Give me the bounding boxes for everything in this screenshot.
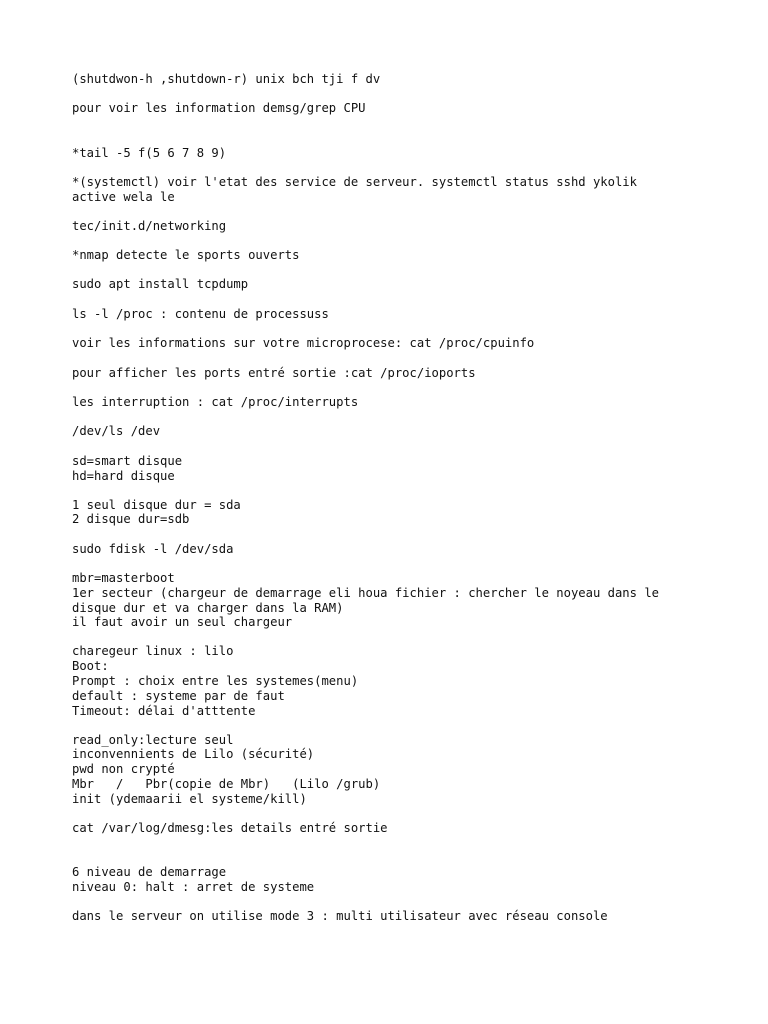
- text-line: ls -l /proc : contenu de processuss: [72, 307, 329, 321]
- text-line: 1er secteur (chargeur de demarrage eli houa fichier : chercher le noyeau dans le: [72, 586, 659, 600]
- text-line: sudo fdisk -l /dev/sda: [72, 542, 234, 556]
- text-line: hd=hard disque: [72, 469, 175, 483]
- text-line: cat /var/log/dmesg:les details entré sortie: [72, 821, 388, 835]
- text-line: 6 niveau de demarrage: [72, 865, 227, 879]
- text-line: sd=smart disque: [72, 454, 183, 468]
- text-line: *nmap detecte le sports ouverts: [72, 248, 300, 262]
- text-line: charegeur linux : lilo: [72, 644, 234, 658]
- text-line: /dev/ls /dev: [72, 424, 161, 438]
- text-line: niveau 0: halt : arret de systeme: [72, 880, 315, 894]
- text-line: Timeout: délai d'atttente: [72, 704, 256, 718]
- text-line: pour voir les information demsg/grep CPU: [72, 101, 366, 115]
- text-line: sudo apt install tcpdump: [72, 277, 249, 291]
- text-line: *(systemctl) voir l'etat des service de serveur. systemctl status sshd ykolik: [72, 175, 637, 189]
- text-line: 2 disque dur=sdb: [72, 512, 190, 526]
- text-line: 1 seul disque dur = sda: [72, 498, 241, 512]
- text-line: default : systeme par de faut: [72, 689, 285, 703]
- text-line: *tail -5 f(5 6 7 8 9): [72, 146, 227, 160]
- text-line: il faut avoir un seul chargeur: [72, 615, 293, 629]
- text-line: init (ydemaarii el systeme/kill): [72, 792, 307, 806]
- text-line: dans le serveur on utilise mode 3 : multi utilisateur avec réseau console: [72, 909, 608, 923]
- text-line: Mbr / Pbr(copie de Mbr) (Lilo /grub): [72, 777, 381, 791]
- text-line: mbr=masterboot: [72, 571, 175, 585]
- text-line: tec/init.d/networking: [72, 219, 227, 233]
- text-line: les interruption : cat /proc/interrupts: [72, 395, 359, 409]
- text-line: read_only:lecture seul: [72, 733, 234, 747]
- text-line: inconvennients de Lilo (sécurité): [72, 747, 315, 761]
- text-line: pwd non crypté: [72, 762, 175, 776]
- text-line: active wela le: [72, 190, 175, 204]
- text-line: voir les informations sur votre microprocese: cat /proc/cpuinfo: [72, 336, 535, 350]
- text-line: Boot:: [72, 659, 109, 673]
- text-line: (shutdwon-h ,shutdown-r) unix bch tji f dv: [72, 72, 381, 86]
- text-line: Prompt : choix entre les systemes(menu): [72, 674, 359, 688]
- text-line: pour afficher les ports entré sortie :cat /proc/ioports: [72, 366, 476, 380]
- text-line: disque dur et va charger dans la RAM): [72, 601, 344, 615]
